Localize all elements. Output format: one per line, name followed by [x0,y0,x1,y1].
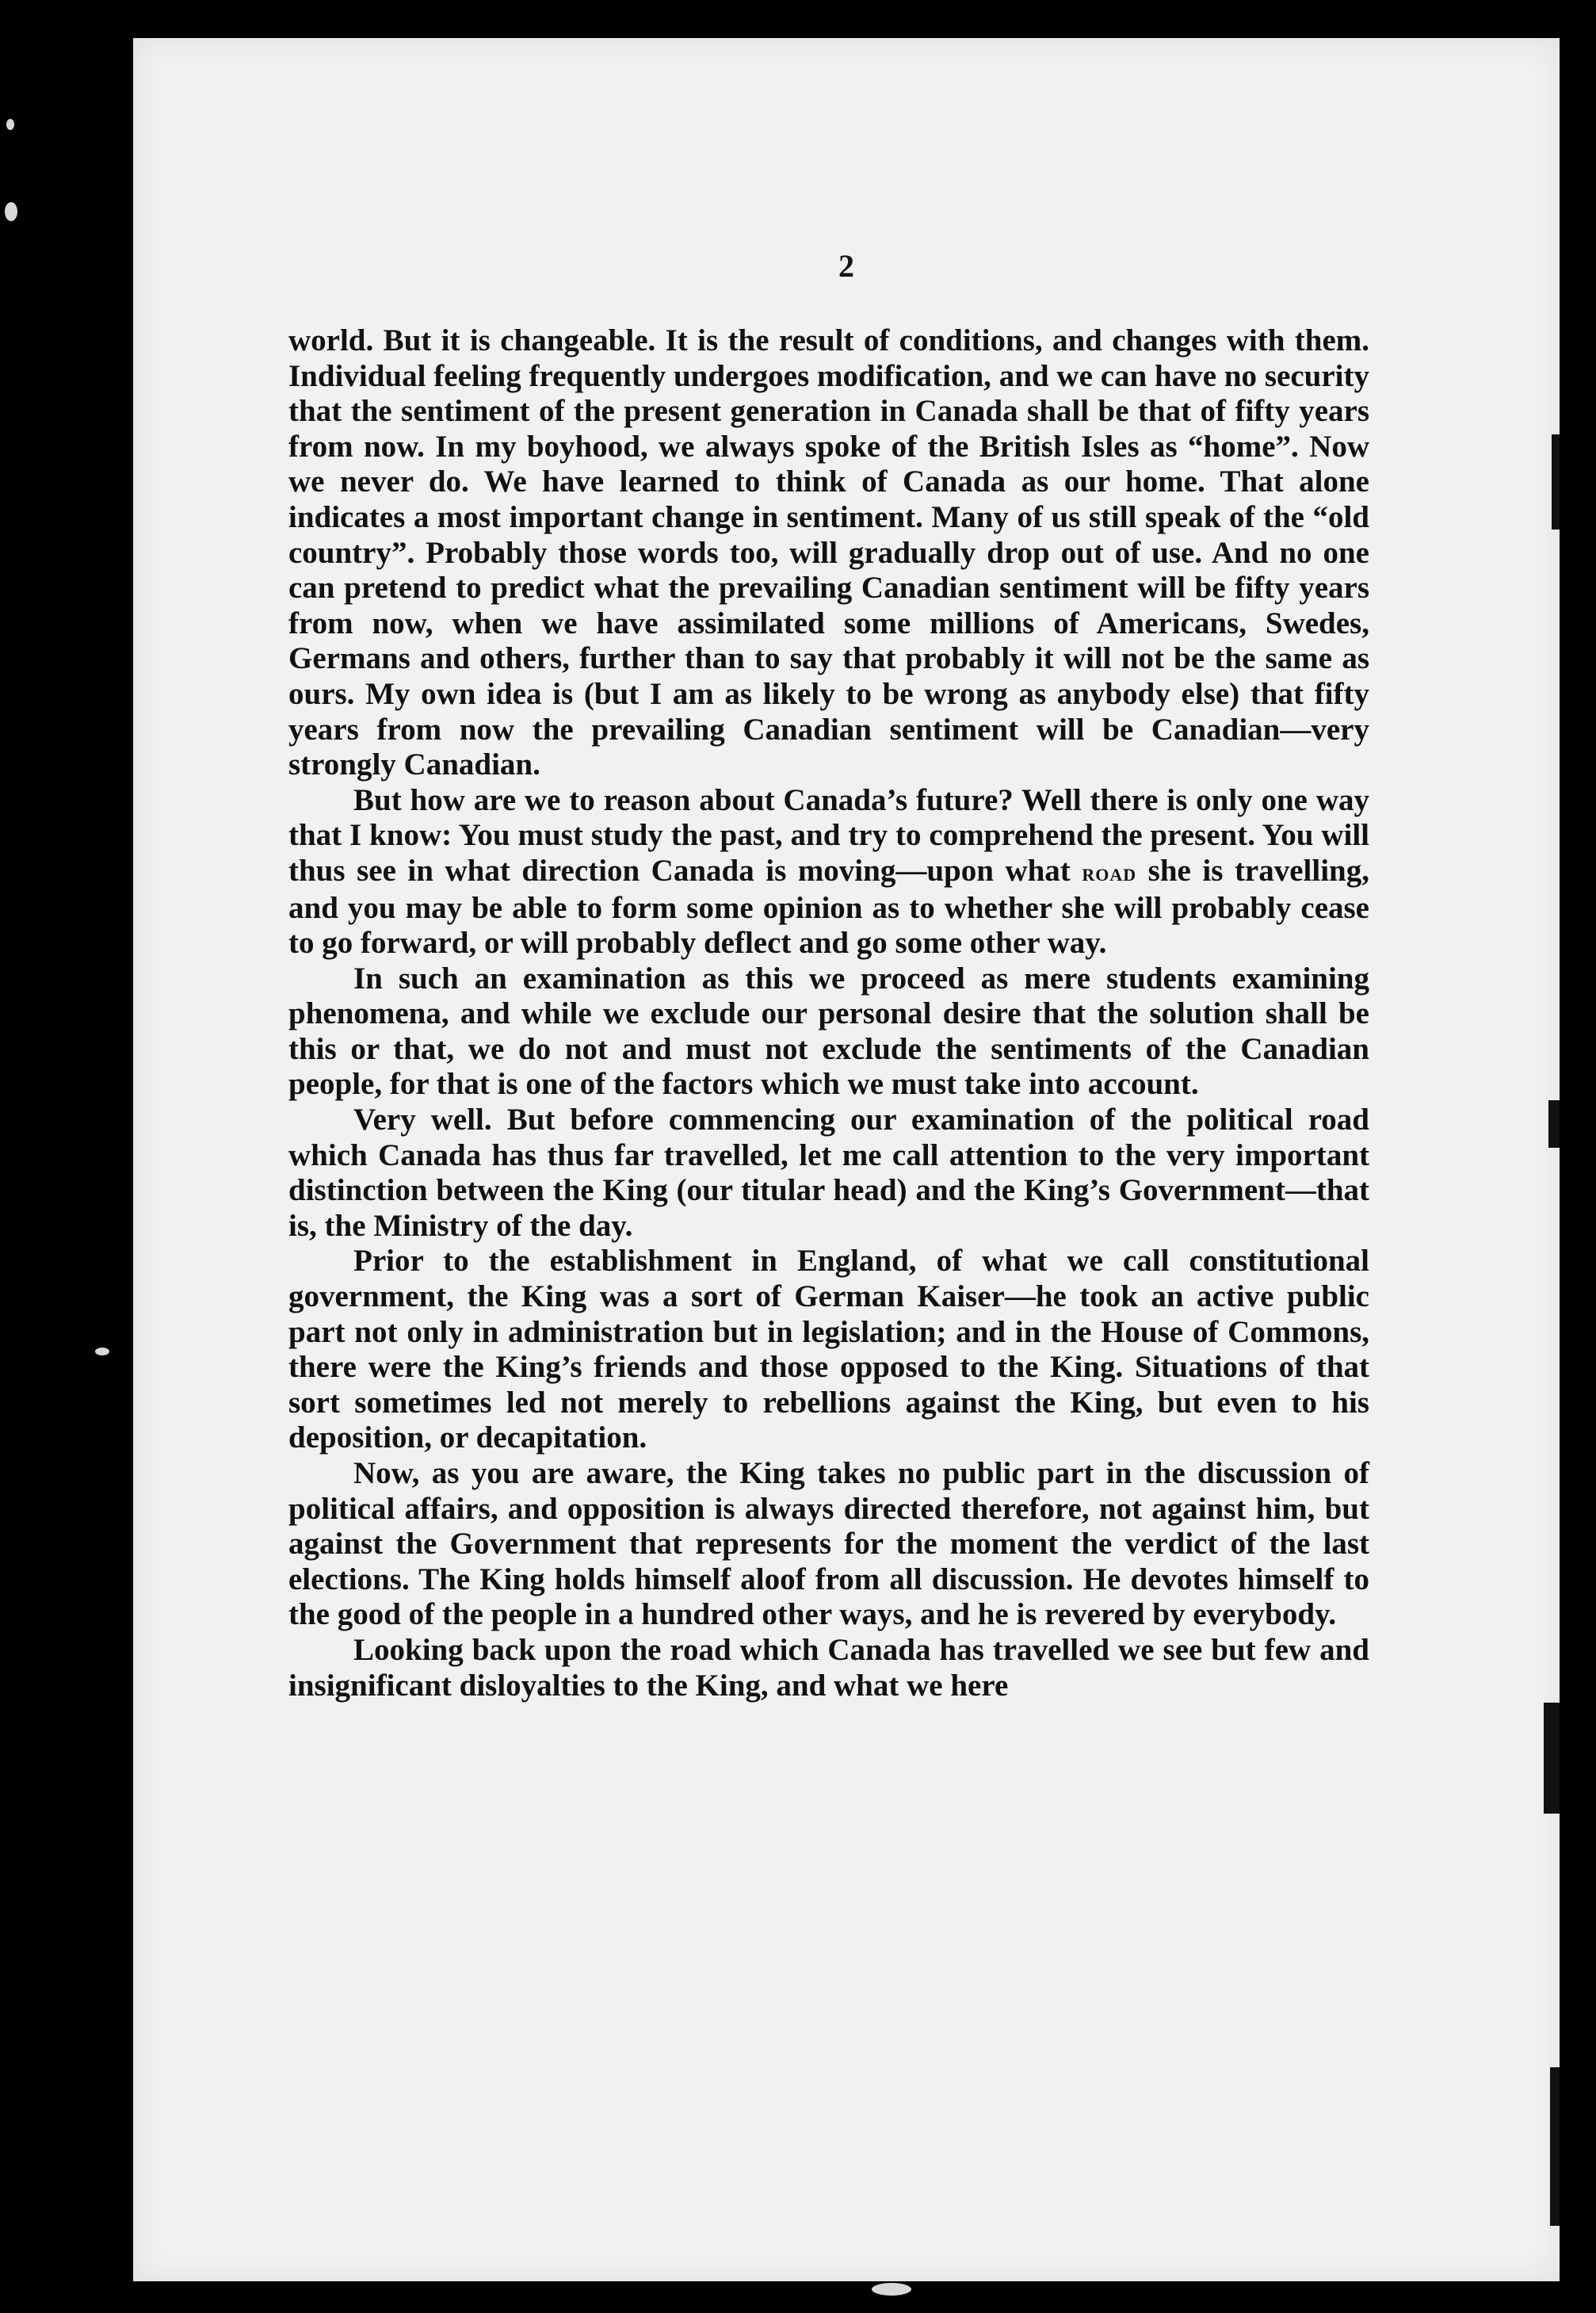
paragraph-4-text: Very well. But before commencing our examination of the political road which Canada has thus far travelled, let me call attention to the very important distinction between the King (our titular head) and the King’s Government—that is, the Ministry of the day. [288,1103,1369,1243]
page-number: 2 [838,248,854,284]
paragraph-2-text-b: she is travelling, and you may be able to form some opinion as to whether she will probably cease to go forward, or will probably deflect and go some other way. [288,853,1369,961]
scan-speck [6,119,14,130]
document-page [133,38,1560,2281]
paragraph-1 [288,323,1369,783]
binding-mark [1550,2067,1560,2226]
paragraph-5-text: Prior to the establishment in England, of what we call constitutional government, the King was a sort of German Kaiser—he took an active public part not only in administration but in legislation; and in the House of Commons, there were the King’s friends and those opposed to the King. Situations of that sort sometimes led not merely to rebellions against the King, but even to his deposition, or decapitation. [288,1244,1369,1455]
binding-mark [1548,1100,1560,1148]
body-text [288,323,1369,1703]
paragraph-1-text: world. But it is changeable. It is the result of conditions, and changes with them. Individual feeling frequently undergoes modification, and we can have no security that the sentiment of the present generation in Canada shall be that of fifty years from now. In my boyhood, we always spoke of the British Isles as “home”. Now we never do. We have learned to think of Canada as our home. That alone indicates a most important change in sentiment. Many of us still speak of the “old country”. Probably those words too, will gradually drop out of use. And no one can pretend to predict what the prevailing Canadian sentiment will be fifty years from now, when we have assimilated some millions of Americans, Swedes, Germans and others, further than to say that probably it will not be the same as ours. My own idea is (but I am as likely to be wrong as anybody else) that fifty years from now the prevailing Canadian sentiment will be Canadian—very strongly Canadian. [288,323,1369,782]
binding-mark [1552,434,1560,530]
paragraph-4 [288,1103,1369,1244]
binding-mark [1544,1703,1560,1814]
paragraph-2-text-a: But how are we to reason about Canada’s future? Well there is only one way that I know: You must study the past, and try to comprehend the present. You will thus see in what direction Canada is moving—upon what [288,782,1369,888]
paragraph-7-text: Looking back upon the road which Canada has travelled we see but few and insignificant disloyalties to the King, and what we here [288,1632,1369,1703]
paragraph-3 [288,962,1369,1103]
paragraph-3-text: In such an examination as this we proceed as mere students examining phenomena, and while we exclude our personal desire that the solution shall be this or that, we do not and must not exclude the sentiments of the Canadian people, for that is one of the factors which we must take into account. [288,961,1369,1102]
paragraph-2 [288,783,1369,962]
scan-speck [872,2283,911,2296]
scan-speck [95,1348,109,1355]
scan-speck [5,202,17,221]
paragraph-6-text: Now, as you are aware, the King takes no public part in the discussion of political affairs, and opposition is always directed therefore, not against him, but against the Government that represents for the moment the verdict of the last elections. The King holds himself aloof from all discussion. He devotes himself to the good of the people in a hundred other ways, and he is revered by everybody. [288,1456,1369,1632]
paragraph-5 [288,1244,1369,1456]
small-caps-road: road [1082,858,1137,886]
paragraph-6 [288,1456,1369,1633]
paragraph-7 [288,1633,1369,1703]
